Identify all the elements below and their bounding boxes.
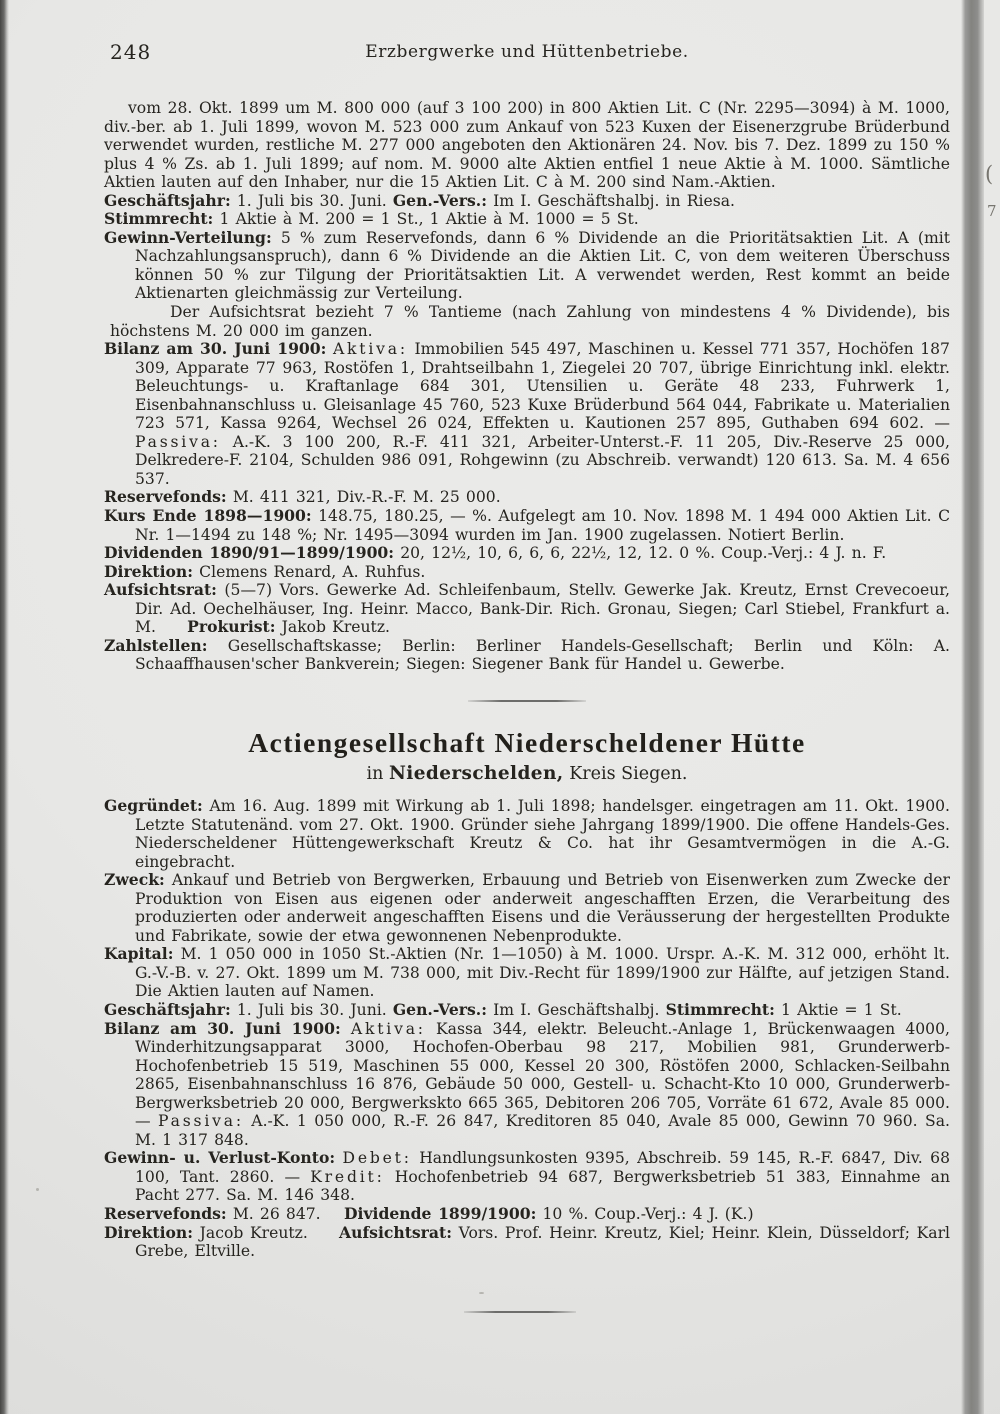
text-run: 1. Juli bis 30. Juni. [230, 1000, 393, 1019]
label-bold: Gewinn-Verteilung: [104, 227, 272, 247]
paragraph [104, 871, 950, 945]
company-heading: Actiengesellschaft Niederscheldener Hütte [248, 726, 806, 758]
text-run: Im I. Geschäftshalbj. [486, 1000, 666, 1019]
location-prefix: in [366, 763, 389, 784]
label-bold: Gewinn- u. Verlust-Konto: [104, 1148, 336, 1168]
edge-artifact-paren: ( [985, 162, 994, 186]
text-run: Ankauf und Betrieb von Bergwerken, Erbauung und Betrieb von Eisenwerken zum Zwecke der Produktion von Eisen aus eigenen oder anderweit angeschafften Erzen, die Verarbeitung des produzierten oder anderweit angeschafften Eisens und die Veräusserung der hergestellten Produkte und Fabrikate, sowie der etwa gewonnenen Nebenprodukte. [135, 871, 950, 945]
label-bold: Aufsichtsrat: [339, 1222, 452, 1242]
text-run: Gesellschaftskasse; Berlin: Berliner Handels-Gesellschaft; Berlin und Köln: A. Schaaffhausen'scher Bankverein; Siegen: Siegener Bank für Handel u. Gewerbe. [135, 636, 950, 674]
paragraph [104, 229, 950, 303]
text-run: Hochofenbetrieb 94 687, Bergwerksbetrieb 51 383, Einnahme an Pacht 277. Sa. M. 146 348. [135, 1167, 950, 1205]
text-run: 1. Juli bis 30. Juni. [230, 191, 393, 210]
label-bold: Geschäftsjahr: [104, 999, 231, 1019]
location-suffix: Kreis Siegen. [563, 763, 688, 784]
paragraph [104, 488, 950, 507]
page-header [104, 42, 950, 62]
label-bold: Bilanz am 30. Juni 1900: [104, 339, 327, 359]
label-bold: Dividenden 1890/91—1899/1900: [104, 543, 395, 563]
next-section-divider [464, 1311, 576, 1313]
text-run: M. 411 321, Div.-R.-F. M. 25 000. [226, 488, 501, 507]
paragraph [104, 1205, 950, 1224]
entry-continuation [104, 99, 950, 674]
label-bold: Dividende 1899/1900: [344, 1203, 537, 1223]
paragraph [104, 581, 950, 637]
paragraph [104, 1149, 950, 1205]
label-bold: Zahlstellen: [104, 635, 208, 655]
paragraph [104, 210, 950, 229]
text-run: 20, 12½, 10, 6, 6, 6, 22½, 12, 12. 0 %. Coup.-Verj.: 4 J. n. F. [394, 544, 887, 563]
text-run: Der Aufsichtsrat bezieht 7 % Tantieme (nach Zahlung von mindestens 4 % Dividende), bis höchstens M. 20 000 im ganzen. [110, 303, 950, 340]
location-name: Niederschelden, [388, 762, 564, 784]
edge-artifact-seven: 7 [987, 202, 997, 220]
label-bold: Direktion: [104, 1222, 194, 1242]
label-bold: Prokurist: [187, 617, 276, 637]
label-bold: Gen.-Vers.: [392, 999, 487, 1019]
paragraph [104, 945, 950, 1001]
label-bold: Aufsichtsrat: [104, 580, 217, 600]
spaced-label: Aktiva: [350, 1019, 426, 1038]
text-run: Kassa 344, elektr. Beleucht.-Anlage 1, Brückenwaagen 4000, Winderhitzungsapparat 3000, Hochofen-Oberbau 98 217, Mobilien 981, Grunderwerb-Hochofenbetrieb 15 519, Maschinen 55 000, Kessel 20 300, Röstöfen 2000, Schlacken-Seilbahn 2865, Eisenbahnanschluss 16 876, Gebäude 50 000, Gestell- u. Schacht-Kto 10 000, Grunderwerb-Bergwerksbetrieb 20 000, Bergwerkskto 665 365, Debitoren 206 705, Vorräte 61 672, Avale 85 000. — [135, 1019, 950, 1131]
book-gutter-band [961, 0, 984, 1414]
label-bold: Bilanz am 30. Juni 1900: [104, 1018, 341, 1038]
label-bold: Gen.-Vers.: [392, 190, 487, 210]
text-run: M. 26 847. [226, 1204, 345, 1223]
spaced-label: Kredit: [310, 1167, 385, 1186]
paragraph [104, 303, 950, 340]
page-number: 248 [110, 40, 152, 64]
paragraph [104, 1224, 950, 1261]
spaced-label: Debet: [342, 1149, 412, 1168]
paragraph [104, 637, 950, 674]
running-header: Erzbergwerke und Hüttenbetriebe. [365, 42, 689, 62]
paragraph [104, 340, 950, 488]
text-run: Im I. Geschäftshalbj. in Riesa. [486, 191, 735, 210]
text-run: Jakob Kreutz. [275, 618, 390, 637]
text-run: Vors. Prof. Heinr. Kreutz, Kiel; Heinr. Klein, Düsseldorf; Karl Grebe, Eltville. [135, 1223, 951, 1261]
text-run: (5—7) Vors. Gewerke Ad. Schleifenbaum, Stellv. Gewerke Jak. Kreutz, Ernst Crevecoeur, Dir. Ad. Oechelhäuser, Ing. Heinr. Macco, Bank-Dir. Rich. Gronau, Siegen; Carl Stiebel, Frankfurt a. M. [135, 581, 950, 637]
text-run: Am 16. Aug. 1899 mit Wirkung ab 1. Juli 1898; handelsger. eingetragen am 11. Okt. 1900. Letzte Statutenänd. vom 27. Okt. 1900. Gründer siehe Jahrgang 1899/1900. Die offene Handels-Ges. Niederscheldener Hüttengewerkschaft Kreutz & Co. hat ihr Gesamtvermögen in die A.-G. eingebracht. [135, 796, 950, 871]
text-run: M. 1 050 000 in 1050 St.-Aktien (Nr. 1—1050) à M. 1000. Urspr. A.-K. M. 312 000, erhöht lt. G.-V.-B. v. 27. Okt. 1899 um M. 738 000, mit Div.-Recht für 1899/1900 zur Hälfte, auf jetzigen Stand. Die Aktien lauten auf Namen. [135, 945, 950, 1001]
text-run: A.-K. 3 100 200, R.-F. 411 321, Arbeiter-Unterst.-F. 11 205, Div.-Reserve 25 000, Delkredere-F. 2104, Schulden 986 091, Rohgewinn (zu Abschreib. verwandt) 120 613. Sa. M. 4 656 537. [135, 432, 950, 488]
text-run: vom 28. Okt. 1899 um M. 800 000 (auf 3 100 200) in 800 Aktien Lit. C (Nr. 2295—3094) à M. 1000, div.-ber. ab 1. Juli 1899, wovon M. 523 000 zum Ankauf von 523 Kuxen der Eisenerzgrube Brüderbund verwendet wurden, restliche M. 277 000 angeboten den Aktionären 24. Nov. bis 7. Dez. 1899 zu 150 % plus 4 % Zs. ab 1. Juli 1899; auf nom. M. 9000 alte Aktien entfiel 1 neue Aktie à M. 1000. Sämtliche Aktien lauten auf den Inhaber, nur die 15 Aktien Lit. C à M. 200 sind Nam.-Aktien. [104, 99, 950, 192]
label-bold: Stimmrecht: [104, 209, 214, 229]
text-run: 5 % zum Reservefonds, dann 6 % Dividende an die Prioritätsaktien Lit. A (mit Nachzahlungsanspruch), dann 6 % Dividende an die Aktien Lit. C, von dem weiteren Überschuss können 50 % zur Tilgung der Prioritätsaktien Lit. A verwendet werden, Rest kommt an beide Aktienarten gleichmässig zur Verteilung. [135, 228, 950, 303]
text-run: 1 Aktie à M. 200 = 1 St., 1 Aktie à M. 1000 = 5 St. [213, 210, 639, 229]
paragraph [104, 1001, 950, 1020]
text-column [104, 99, 950, 1313]
label-bold: Kapital: [104, 944, 174, 964]
paragraph [104, 192, 950, 211]
label-bold: Reservefonds: [104, 487, 227, 507]
label-bold: Direktion: [104, 561, 194, 581]
text-run: Clemens Renard, A. Ruhfus. [193, 562, 426, 581]
label-bold: Zweck: [104, 870, 165, 890]
text-run [335, 1149, 342, 1167]
label-bold: Reservefonds: [104, 1203, 227, 1223]
text-run: 10 %. Coup.-Verj.: 4 J. (K.) [536, 1204, 754, 1223]
company-entry [104, 797, 950, 1261]
spaced-label: Passiva: [158, 1112, 244, 1131]
label-bold: Stimmrecht: [665, 999, 775, 1019]
spaced-label: Passiva: [135, 432, 221, 451]
text-run: Immobilien 545 497, Maschinen u. Kessel 771 357, Hochöfen 187 309, Apparate 77 963, Rostöfen 1, Drahtseilbahn 1, Ziegelei 20 707, übrige Einrichtung inkl. elektr. Beleuchtungs- u. Kraftanlage 684 301, Utensilien u. Geräte 48 233, Fuhrwerk 1, Eisenbahnanschluss u. Gleisanlage 45 760, 523 Kuxe Brüderbund 564 044, Fabrikate u. Materialien 723 571, Kassa 9264, Wechsel 26 024, Effekten u. Kautionen 257 895, Guthaben 694 602. — [135, 340, 950, 433]
spaced-label: Aktiva: [332, 340, 408, 359]
label-bold: Gegründet: [104, 795, 203, 815]
label-bold: Geschäftsjahr: [104, 190, 231, 210]
section-divider [468, 700, 586, 702]
paper-speck [36, 1188, 39, 1191]
label-bold: Kurs Ende 1898—1900: [104, 506, 312, 526]
page-left-edge-shadow [0, 0, 9, 1414]
paragraph [104, 99, 950, 192]
text-run: A.-K. 1 050 000, R.-F. 26 847, Kreditoren 85 040, Avale 85 000, Gewinn 70 960. Sa. M. 1 317 848. [135, 1112, 950, 1149]
paragraph [104, 797, 950, 871]
company-location [104, 763, 950, 784]
paragraph [104, 507, 950, 544]
text-run: Jacob Kreutz. [193, 1223, 340, 1242]
text-run [341, 1020, 351, 1038]
text-run: 1 Aktie = 1 St. [774, 1000, 902, 1019]
text-run: 148.75, 180.25, — %. Aufgelegt am 10. Nov. 1898 M. 1 494 000 Aktien Lit. C Nr. 1—1494 zu 148 %; Nr. 1495—3094 wurden im Jan. 1900 zugelassen. Notiert Berlin. [135, 507, 950, 544]
text-run [326, 340, 333, 358]
paragraph [104, 544, 950, 563]
paragraph [104, 1020, 950, 1150]
text-run: Handlungsunkosten 9395, Abschreib. 59 145, R.-F. 6847, Div. 68 100, Tant. 2860. — [135, 1149, 950, 1186]
paragraph [104, 563, 950, 582]
